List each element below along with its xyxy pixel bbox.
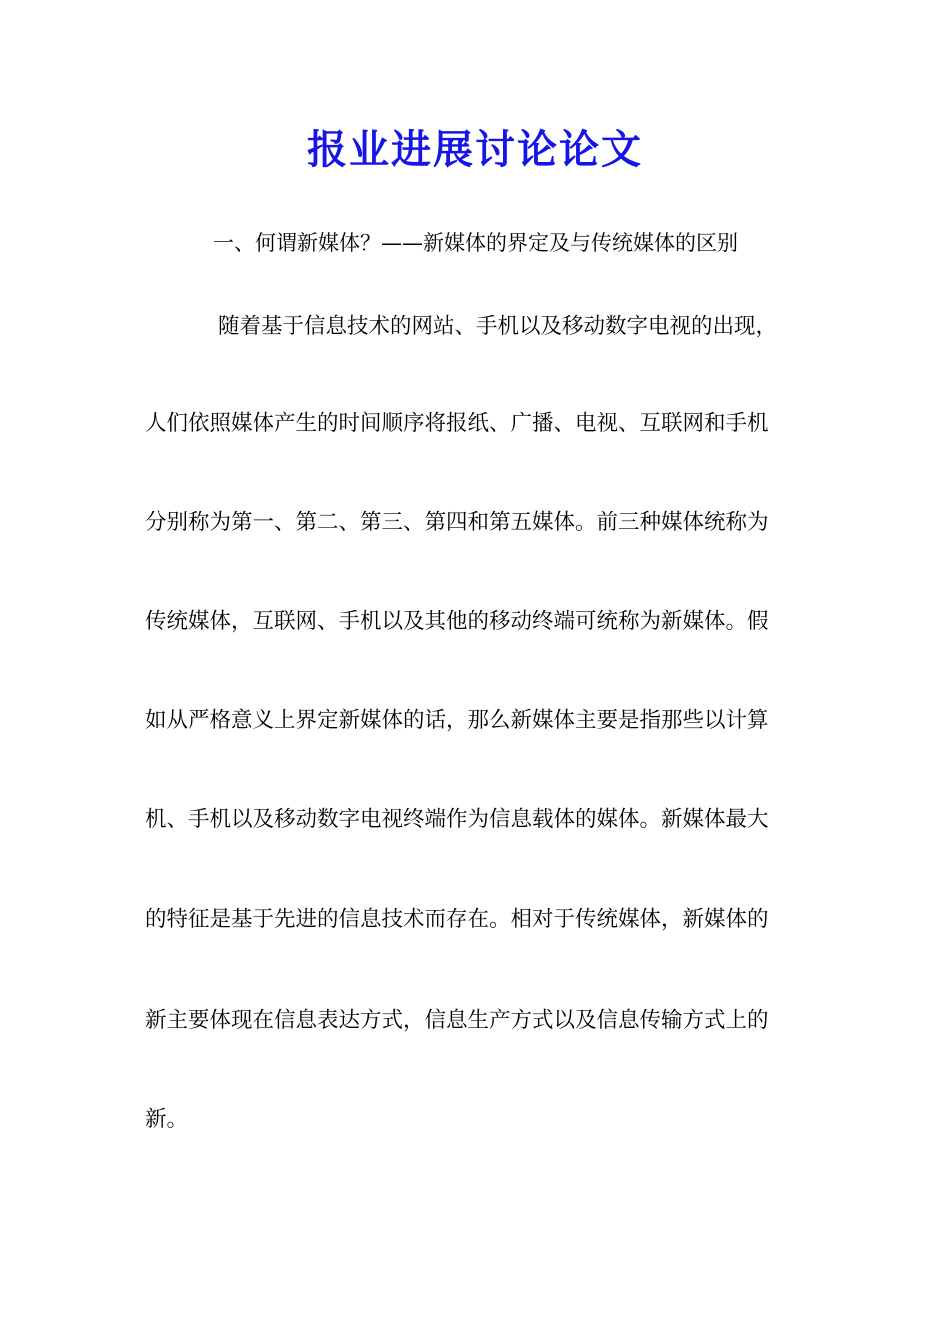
paragraph-line: 新主要体现在信息表达方式，信息生产方式以及信息传输方式上的 bbox=[145, 1008, 769, 1033]
paragraph-line: 机、手机以及移动数字电视终端作为信息载体的媒体。新媒体最大 bbox=[145, 807, 769, 832]
paragraph-line: 传统媒体，互联网、手机以及其他的移动终端可统称为新媒体。假 bbox=[145, 609, 769, 634]
document-title: 报业进展讨论论文 bbox=[307, 127, 643, 173]
paragraph-line: 的特征是基于先进的信息技术而存在。相对于传统媒体，新媒体的 bbox=[145, 907, 769, 932]
paragraph-line: 分别称为第一、第二、第三、第四和第五媒体。前三种媒体统称为 bbox=[145, 510, 769, 535]
paragraph-line: 随着基于信息技术的网站、手机以及移动数字电视的出现， bbox=[218, 314, 778, 339]
paragraph-line: 如从严格意义上界定新媒体的话，那么新媒体主要是指那些以计算 bbox=[145, 708, 769, 733]
paragraph-line: 人们依照媒体产生的时间顺序将报纸、广播、电视、互联网和手机 bbox=[145, 411, 769, 436]
section-heading: 一、何谓新媒体？——新媒体的界定及与传统媒体的区别 bbox=[213, 231, 738, 255]
paragraph-line: 新。 bbox=[145, 1107, 189, 1132]
